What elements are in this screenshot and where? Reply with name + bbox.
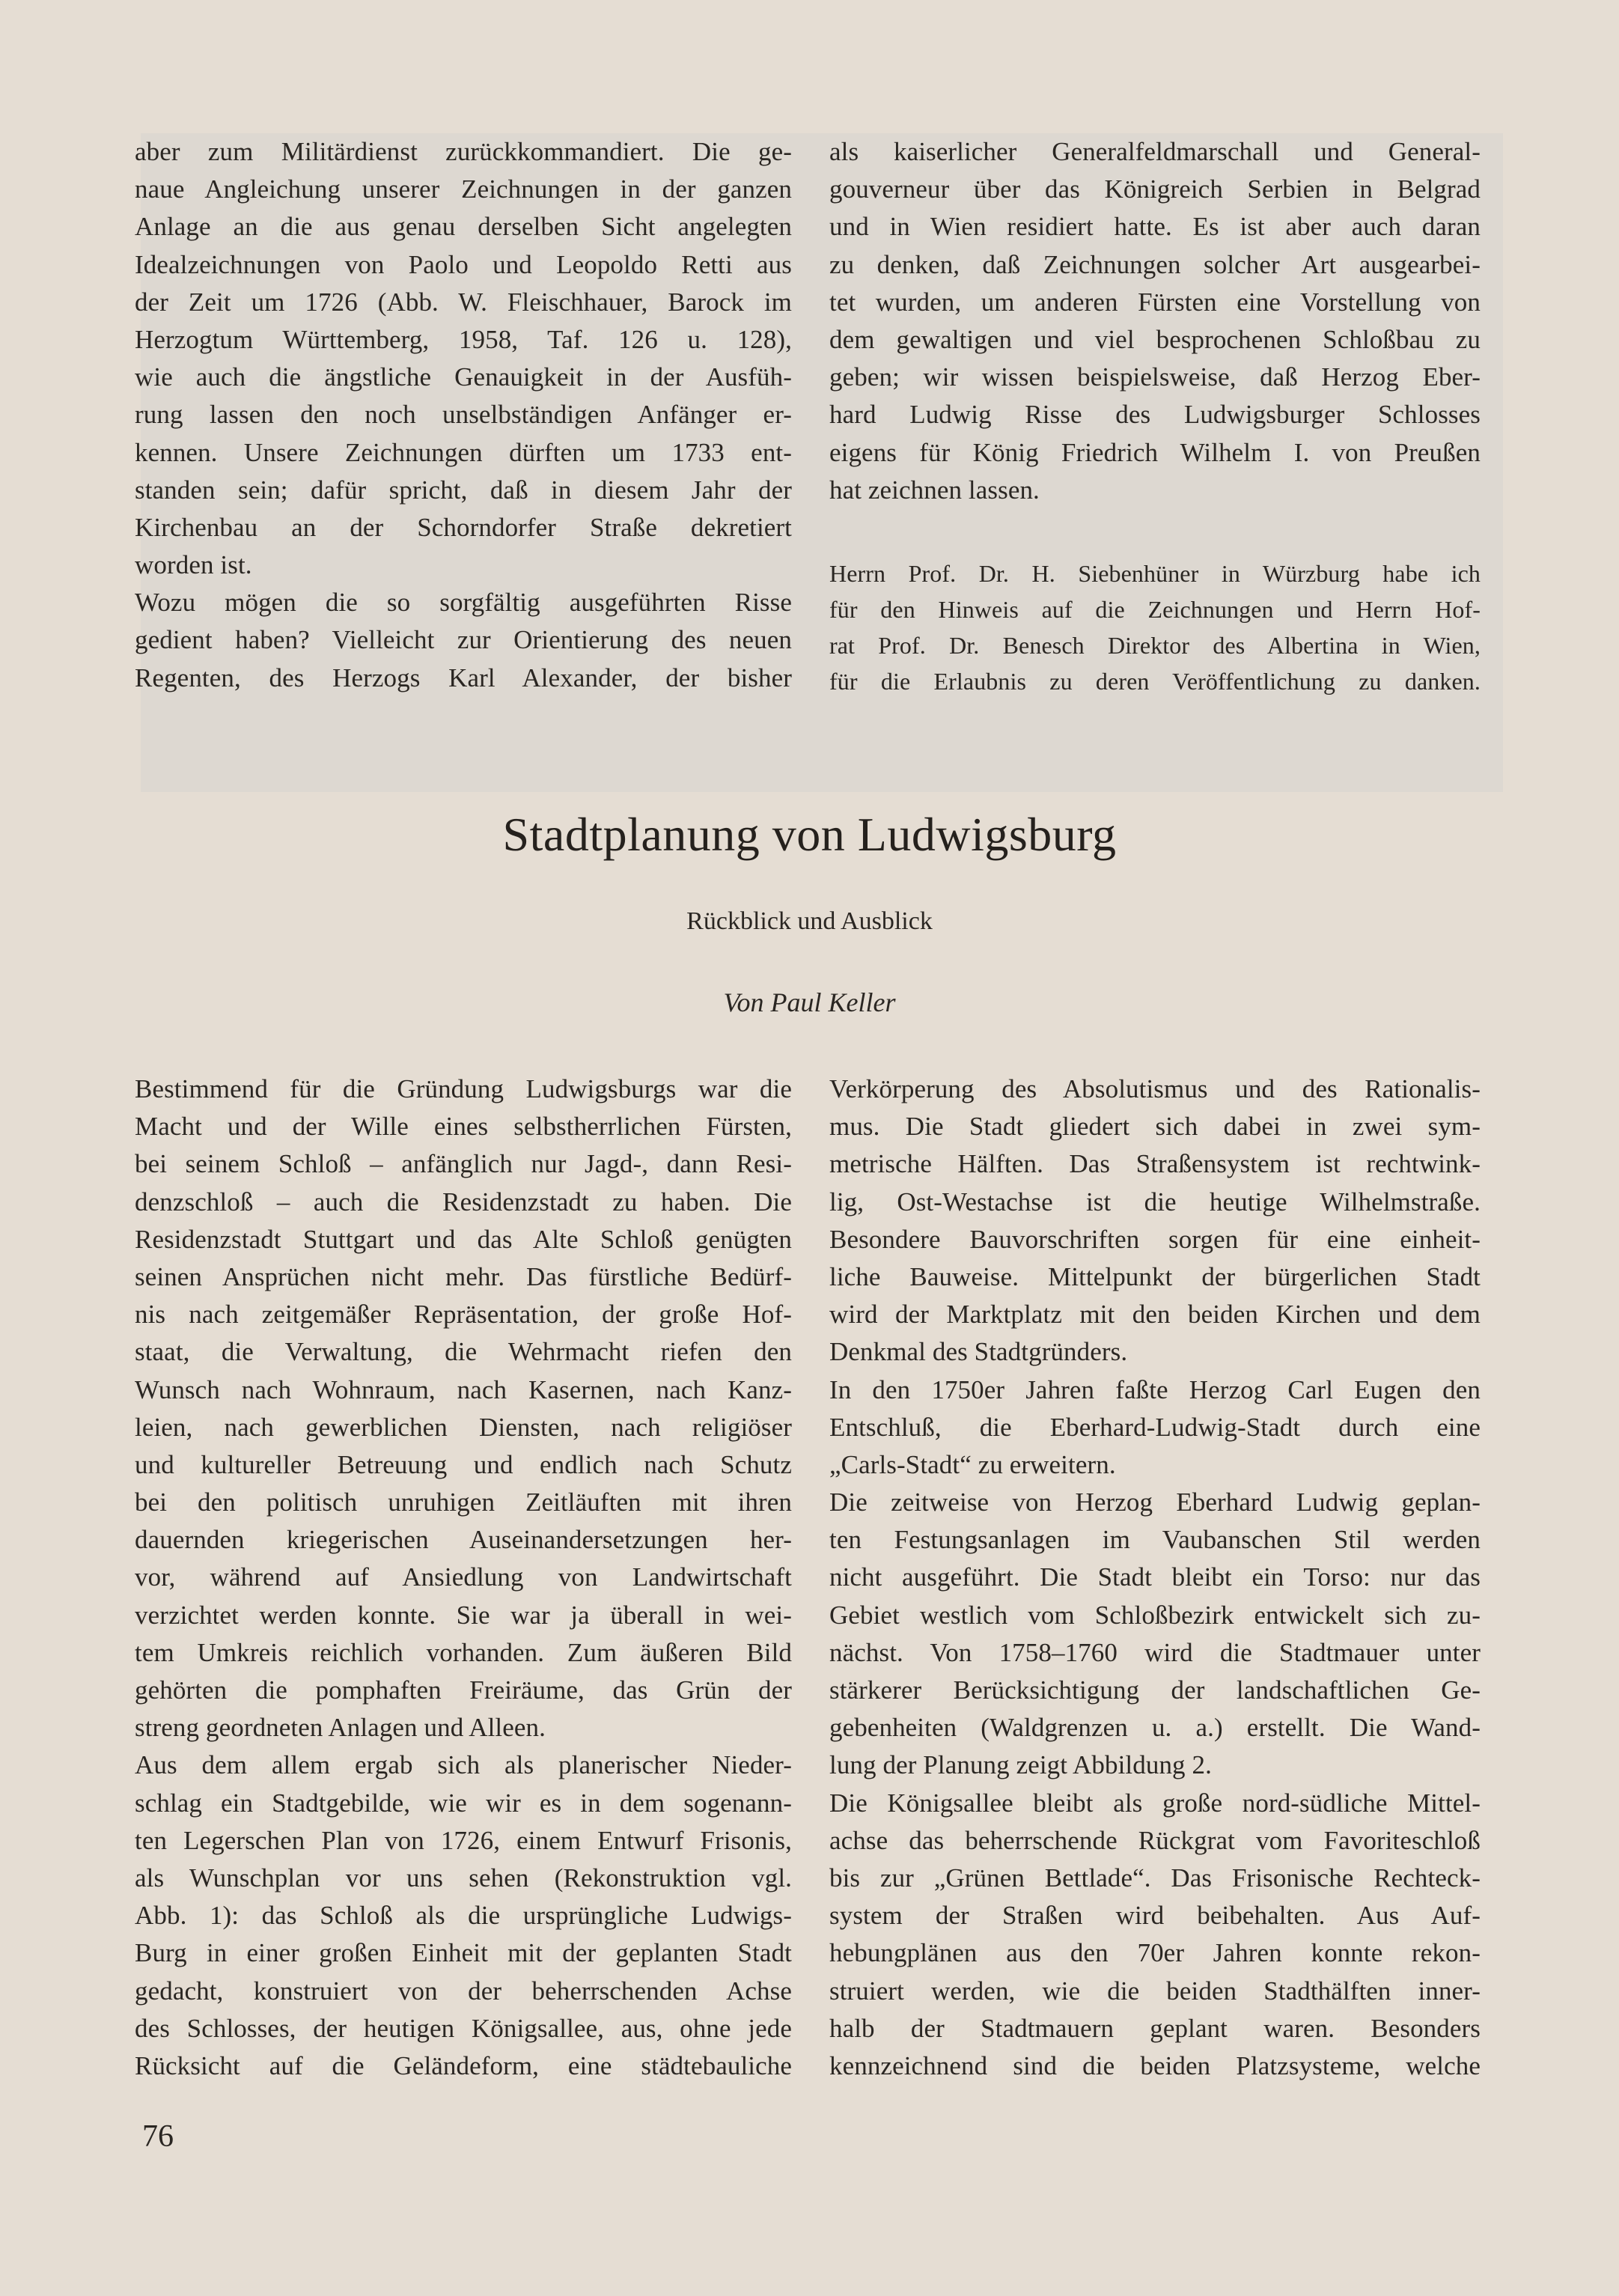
text-line: gebenheiten (Waldgrenzen u. a.) erstellt. Die Wand- <box>829 1713 1481 1743</box>
article-author: Von Paul Keller <box>723 987 896 1017</box>
text-line: und kultureller Betreuung und endlich nach Schutz <box>135 1449 792 1479</box>
text-line: worden ist. <box>135 550 252 580</box>
text-line: struiert werden, wie die beiden Stadthälften inner- <box>829 1976 1481 2006</box>
text-line: metrische Hälften. Das Straßensystem ist rechtwink- <box>829 1149 1481 1179</box>
text-line: Denkmal des Stadtgründers. <box>829 1337 1128 1367</box>
text-line: Besondere Bauvorschriften sorgen für eine einheit- <box>829 1224 1481 1254</box>
text-line: Kirchenbau an der Schorndorfer Straße dekretiert <box>135 512 792 542</box>
text-line: staat, die Verwaltung, die Wehrmacht riefen den <box>135 1337 792 1367</box>
text-line: gedacht, konstruiert von der beherrschenden Achse <box>135 1976 792 2006</box>
text-line: Regenten, des Herzogs Karl Alexander, der bisher <box>135 663 792 692</box>
text-line: Macht und der Wille eines selbstherrlichen Fürsten, <box>135 1112 792 1142</box>
text-line: Die Königsallee bleibt als große nord-südliche Mittel- <box>829 1788 1481 1818</box>
text-line: mus. Die Stadt gliedert sich dabei in zwei sym- <box>829 1112 1481 1142</box>
text-line: Wozu mögen die so sorgfältig ausgeführten Risse <box>135 588 792 618</box>
acknowledgement-note <box>829 555 1481 699</box>
text-line: der Zeit um 1726 (Abb. W. Fleischhauer, Barock im <box>135 287 792 317</box>
text-line: wird der Marktplatz mit den beiden Kirchen und dem <box>829 1300 1481 1330</box>
text-line: system der Straßen wird beibehalten. Aus Auf- <box>829 1901 1481 1931</box>
text-line: Herzogtum Württemberg, 1958, Taf. 126 u. 128), <box>135 324 792 354</box>
text-line: hat zeichnen lassen. <box>829 475 1040 505</box>
text-line: und in Wien residiert hatte. Es ist aber auch daran <box>829 212 1481 242</box>
text-line: eigens für König Friedrich Wilhelm I. von Preußen <box>829 437 1481 467</box>
text-line: bis zur „Grünen Bettlade“. Das Frisonische Rechteck- <box>829 1863 1481 1892</box>
text-line: liche Bauweise. Mittelpunkt der bürgerlichen Stadt <box>829 1261 1481 1291</box>
text-line: leien, nach gewerblichen Diensten, nach religiöser <box>135 1412 792 1442</box>
text-line: gedient haben? Vielleicht zur Orientierung des neuen <box>135 625 792 655</box>
text-line: hebungplänen aus den 70er Jahren konnte rekon- <box>829 1938 1481 1968</box>
text-line: als Wunschplan vor uns sehen (Rekonstruktion vgl. <box>135 1863 792 1892</box>
text-line: Abb. 1): das Schloß als die ursprüngliche Ludwigs- <box>135 1901 792 1931</box>
text-line: bei den politisch unruhigen Zeitläuften mit ihren <box>135 1487 792 1517</box>
article-title: Stadtplanung von Ludwigsburg <box>502 808 1117 861</box>
text-line: denzschloß – auch die Residenzstadt zu haben. Die <box>135 1187 792 1216</box>
text-line: halb der Stadtmauern geplant waren. Besonders <box>829 2013 1481 2043</box>
text-line: achse das beherrschende Rückgrat vom Favoriteschloß <box>829 1825 1481 1855</box>
text-line: Die zeitweise von Herzog Eberhard Ludwig geplan- <box>829 1487 1481 1517</box>
text-line: ten Festungsanlagen im Vaubanschen Stil werden <box>829 1525 1481 1555</box>
text-line: kennzeichnend sind die beiden Platzsysteme, welche <box>829 2050 1481 2080</box>
text-line: Wunsch nach Wohnraum, nach Kasernen, nach Kanz- <box>135 1374 792 1404</box>
text-line: nicht ausgeführt. Die Stadt bleibt ein Torso: nur das <box>829 1562 1481 1592</box>
text-line: Bestimmend für die Gründung Ludwigsburgs war die <box>135 1074 792 1103</box>
text-line: gehörten die pomphaften Freiräume, das Grün der <box>135 1675 792 1705</box>
text-line: Herrn Prof. Dr. H. Siebenhüner in Würzburg habe ich <box>829 560 1481 587</box>
text-line: vor, während auf Ansiedlung von Landwirtschaft <box>135 1562 792 1592</box>
text-line: rat Prof. Dr. Benesch Direktor des Albertina in Wien, <box>829 632 1481 659</box>
text-line: Verkörperung des Absolutismus und des Rationalis- <box>829 1074 1481 1103</box>
text-line: tet wurden, um anderen Fürsten eine Vorstellung von <box>829 287 1481 317</box>
text-line: gouverneur über das Königreich Serbien in Belgrad <box>829 174 1481 204</box>
text-line: dem gewaltigen und viel besprochenen Schloßbau zu <box>829 324 1481 354</box>
text-line: streng geordneten Anlagen und Alleen. <box>135 1713 546 1743</box>
text-line: „Carls-Stadt“ zu erweitern. <box>829 1449 1116 1479</box>
previous-article-right-column <box>829 133 1481 509</box>
text-line: hard Ludwig Risse des Ludwigsburger Schlosses <box>829 400 1481 430</box>
text-line: ten Legerschen Plan von 1726, einem Entwurf Frisonis, <box>135 1825 792 1855</box>
text-line: seinen Ansprüchen nicht mehr. Das fürstliche Bedürf- <box>135 1261 792 1291</box>
text-line: naue Angleichung unserer Zeichnungen in der ganzen <box>135 174 792 204</box>
text-line: standen sein; dafür spricht, daß in diesem Jahr der <box>135 475 792 505</box>
text-line: kennen. Unsere Zeichnungen dürften um 1733 ent- <box>135 437 792 467</box>
text-line: des Schlosses, der heutigen Königsallee, aus, ohne jede <box>135 2013 792 2043</box>
text-line: tem Umkreis reichlich vorhanden. Zum äußeren Bild <box>135 1637 792 1667</box>
article-subtitle: Rückblick und Ausblick <box>686 907 933 935</box>
text-line: stärkerer Berücksichtigung der landschaftlichen Ge- <box>829 1675 1481 1705</box>
text-line: schlag ein Stadtgebilde, wie wir es in dem sogenann- <box>135 1788 792 1818</box>
text-line: für die Erlaubnis zu deren Veröffentlichung zu danken. <box>829 668 1481 695</box>
text-line: geben; wir wissen beispielsweise, daß Herzog Eber- <box>829 362 1481 392</box>
text-line: für den Hinweis auf die Zeichnungen und Herrn Hof- <box>829 596 1481 623</box>
text-line: Burg in einer großen Einheit mit der geplanten Stadt <box>135 1938 792 1968</box>
text-line: Rücksicht auf die Geländeform, eine städtebauliche <box>135 2050 792 2080</box>
text-line: Gebiet westlich vom Schloßbezirk entwickelt sich zu- <box>829 1600 1481 1630</box>
text-line: verzichtet werden konnte. Sie war ja überall in wei- <box>135 1600 792 1630</box>
text-line: rung lassen den noch unselbständigen Anfänger er- <box>135 400 792 430</box>
page-number: 76 <box>142 2119 174 2154</box>
text-line: dauernden kriegerischen Auseinandersetzungen her- <box>135 1525 792 1555</box>
text-line: aber zum Militärdienst zurückkommandiert. Die ge- <box>135 137 792 166</box>
text-line: Anlage an die aus genau derselben Sicht angelegten <box>135 212 792 242</box>
text-line: wie auch die ängstliche Genauigkeit in der Ausfüh- <box>135 362 792 392</box>
text-line: bei seinem Schloß – anfänglich nur Jagd-, dann Resi- <box>135 1149 792 1179</box>
text-line: lig, Ost-Westachse ist die heutige Wilhelmstraße. <box>829 1187 1481 1216</box>
article-left-column <box>135 1071 792 2085</box>
text-line: In den 1750er Jahren faßte Herzog Carl Eugen den <box>829 1374 1481 1404</box>
text-line: zu denken, daß Zeichnungen solcher Art ausgearbei- <box>829 249 1481 279</box>
text-line: nächst. Von 1758–1760 wird die Stadtmauer unter <box>829 1637 1481 1667</box>
text-line: Residenzstadt Stuttgart und das Alte Schloß genügten <box>135 1224 792 1254</box>
text-line: als kaiserlicher Generalfeldmarschall und General- <box>829 137 1481 166</box>
text-line: Entschluß, die Eberhard-Ludwig-Stadt durch eine <box>829 1412 1481 1442</box>
text-line: nis nach zeitgemäßer Repräsentation, der große Hof- <box>135 1300 792 1330</box>
article-right-column <box>829 1071 1481 2085</box>
text-line: lung der Planung zeigt Abbildung 2. <box>829 1750 1212 1780</box>
text-line: Aus dem allem ergab sich als planerischer Nieder- <box>135 1750 792 1780</box>
text-line: Idealzeichnungen von Paolo und Leopoldo Retti aus <box>135 249 792 279</box>
previous-article-left-column <box>135 133 792 697</box>
